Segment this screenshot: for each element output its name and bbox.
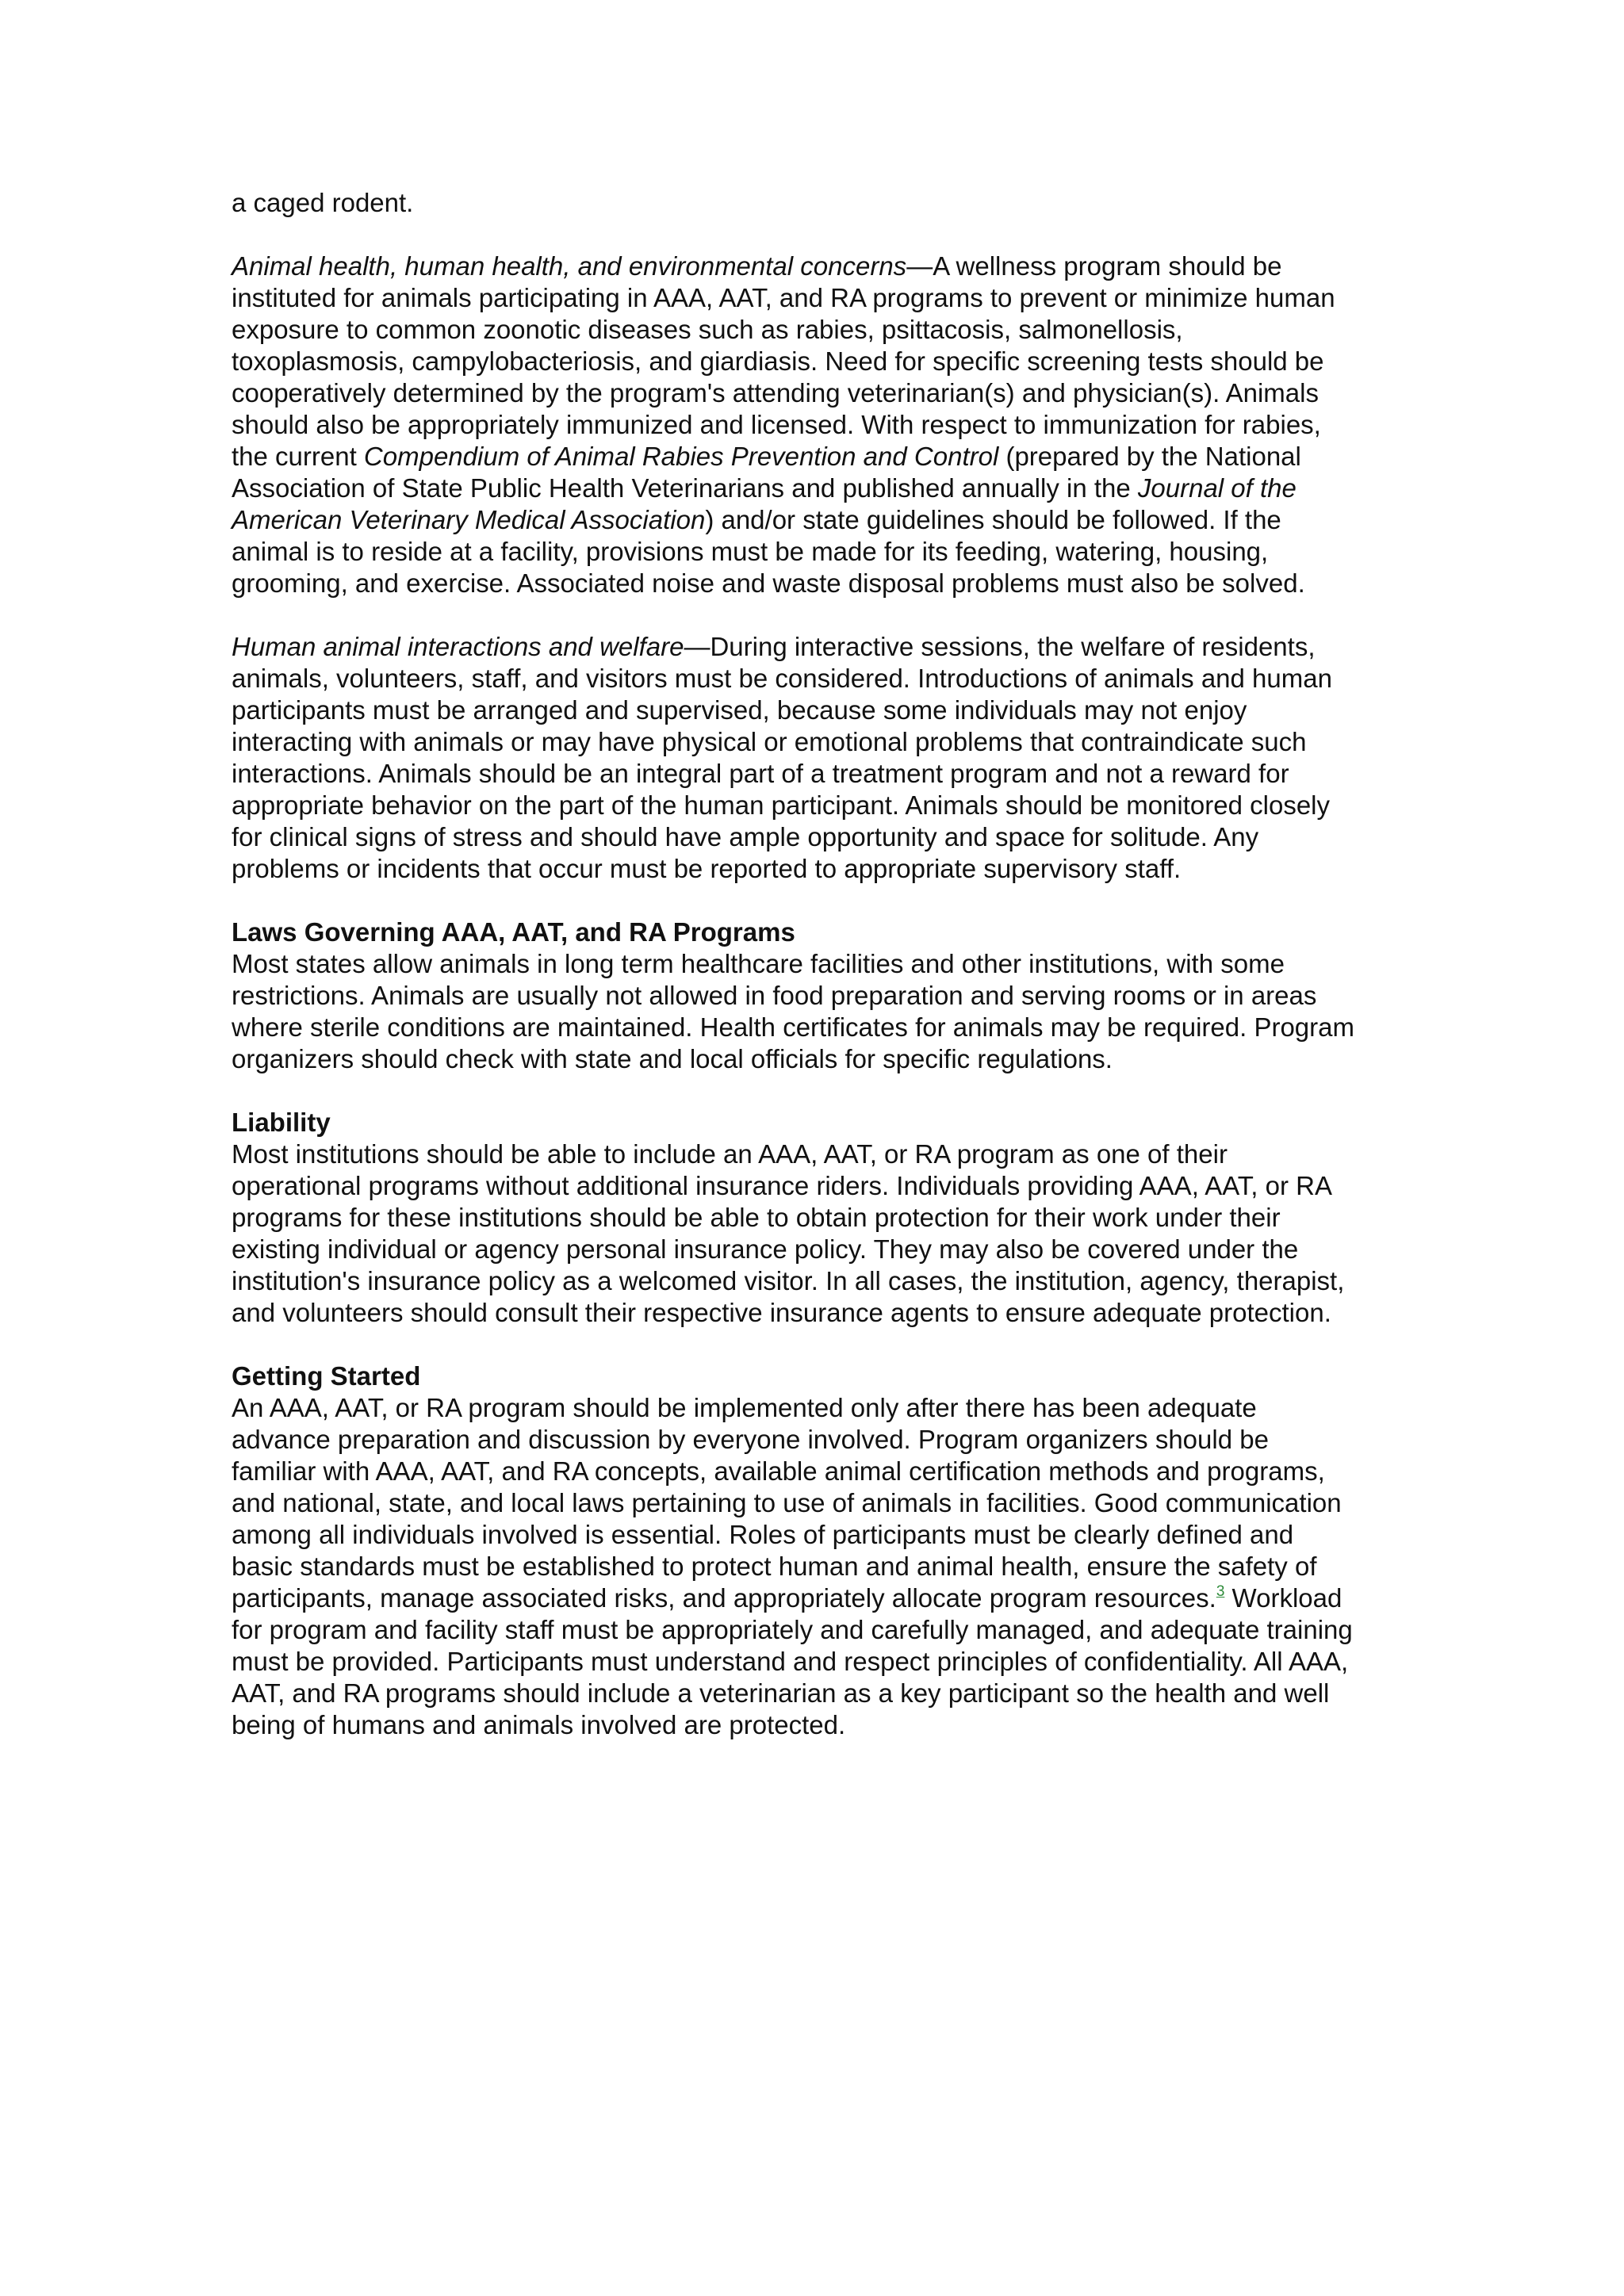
animal-health-text-2: (prepared by the National Association of State Public Health Veterinarians and published annually in the bbox=[232, 442, 1301, 503]
getting-started-text-1: An AAA, AAT, or RA program should be implemented only after there has been adequate advance preparation and discussion by everyone involved. Program organizers should be familiar with AAA, AAT, and RA concepts, available animal certification methods and programs, and national, state, and local laws pertaining to use of animals in facilities. Good communication among all individuals involved is essential. Roles of participants must be clearly defined and basic standards must be established to protect human and animal health, ensure the safety of participants, manage associated risks, and appropriately allocate program resources. bbox=[232, 1393, 1342, 1613]
human-animal-lead: Human animal interactions and welfare bbox=[232, 632, 684, 661]
liability-section bbox=[232, 1107, 1358, 1329]
laws-section bbox=[232, 916, 1358, 1075]
animal-health-text-1: —A wellness program should be instituted for animals participating in AAA, AAT, and RA programs to prevent or minimize human exposure to common zoonotic diseases such as rabies, psittacosis, salmonellosis, toxoplasmosis, campylobacteriosis, and giardiasis. Need for specific screening tests should be cooperatively determined by the program's attending veterinarian(s) and physician(s). Animals should also be appropriately immunized and licensed. With respect to immunization for rabies, the current bbox=[232, 251, 1335, 471]
animal-health-lead: Animal health, human health, and environmental concerns bbox=[232, 251, 907, 281]
laws-text: Most states allow animals in long term healthcare facilities and other institutions, with some restrictions. Animals are usually not allowed in food preparation and serving rooms or in areas where sterile conditions are maintained. Health certificates for animals may be required. Program organizers should check with state and local officials for specific regulations. bbox=[232, 949, 1354, 1073]
getting-started-section bbox=[232, 1360, 1358, 1741]
getting-started-heading: Getting Started bbox=[232, 1361, 421, 1391]
liability-heading: Liability bbox=[232, 1108, 331, 1137]
reference-link-3[interactable]: 3 bbox=[1216, 1583, 1225, 1600]
compendium-title: Compendium of Animal Rabies Prevention and Control bbox=[363, 442, 999, 471]
getting-started-text-2: Workload for program and facility staff must be appropriately and carefully managed, and adequate training must be provided. Participants must understand and respect principles of confidentiality. All AAA, AAT, and RA programs should include a veterinarian as a key participant so the health and well being of humans and animals involved are protected. bbox=[232, 1583, 1353, 1739]
document-page bbox=[232, 187, 1358, 1773]
animal-health-text-3: ) and/or state guidelines should be followed. If the animal is to reside at a facility, provisions must be made for its feeding, watering, housing, grooming, and exercise. Associated noise and waste disposal problems must also be solved. bbox=[232, 505, 1305, 598]
human-animal-text: —During interactive sessions, the welfare of residents, animals, volunteers, staff, and visitors must be considered. Introductions of animals and human participants must be arranged and supervised, because some individuals may not enjoy interacting with animals or may have physical or emotional problems that contraindicate such interactions. Animals should be an integral part of a treatment program and not a reward for appropriate behavior on the part of the human participant. Animals should be monitored closely for clinical signs of stress and should have ample opportunity and space for solitude. Any problems or incidents that occur must be reported to appropriate supervisory staff. bbox=[232, 632, 1332, 883]
journal-title: Journal of the American Veterinary Medical Association bbox=[232, 473, 1297, 534]
fragment-paragraph: a caged rodent. bbox=[232, 188, 414, 217]
getting-started-text bbox=[232, 1392, 1358, 1741]
laws-heading: Laws Governing AAA, AAT, and RA Programs bbox=[232, 917, 795, 947]
animal-health-paragraph bbox=[232, 251, 1358, 599]
human-animal-paragraph bbox=[232, 631, 1358, 885]
liability-text: Most institutions should be able to include an AAA, AAT, or RA program as one of their operational programs without additional insurance riders. Individuals providing AAA, AAT, or RA programs for these institutions should be able to obtain protection for their work under their existing individual or agency personal insurance policy. They may also be covered under the institution's insurance policy as a welcomed visitor. In all cases, the institution, agency, therapist, and volunteers should consult their respective insurance agents to ensure adequate protection. bbox=[232, 1139, 1345, 1327]
